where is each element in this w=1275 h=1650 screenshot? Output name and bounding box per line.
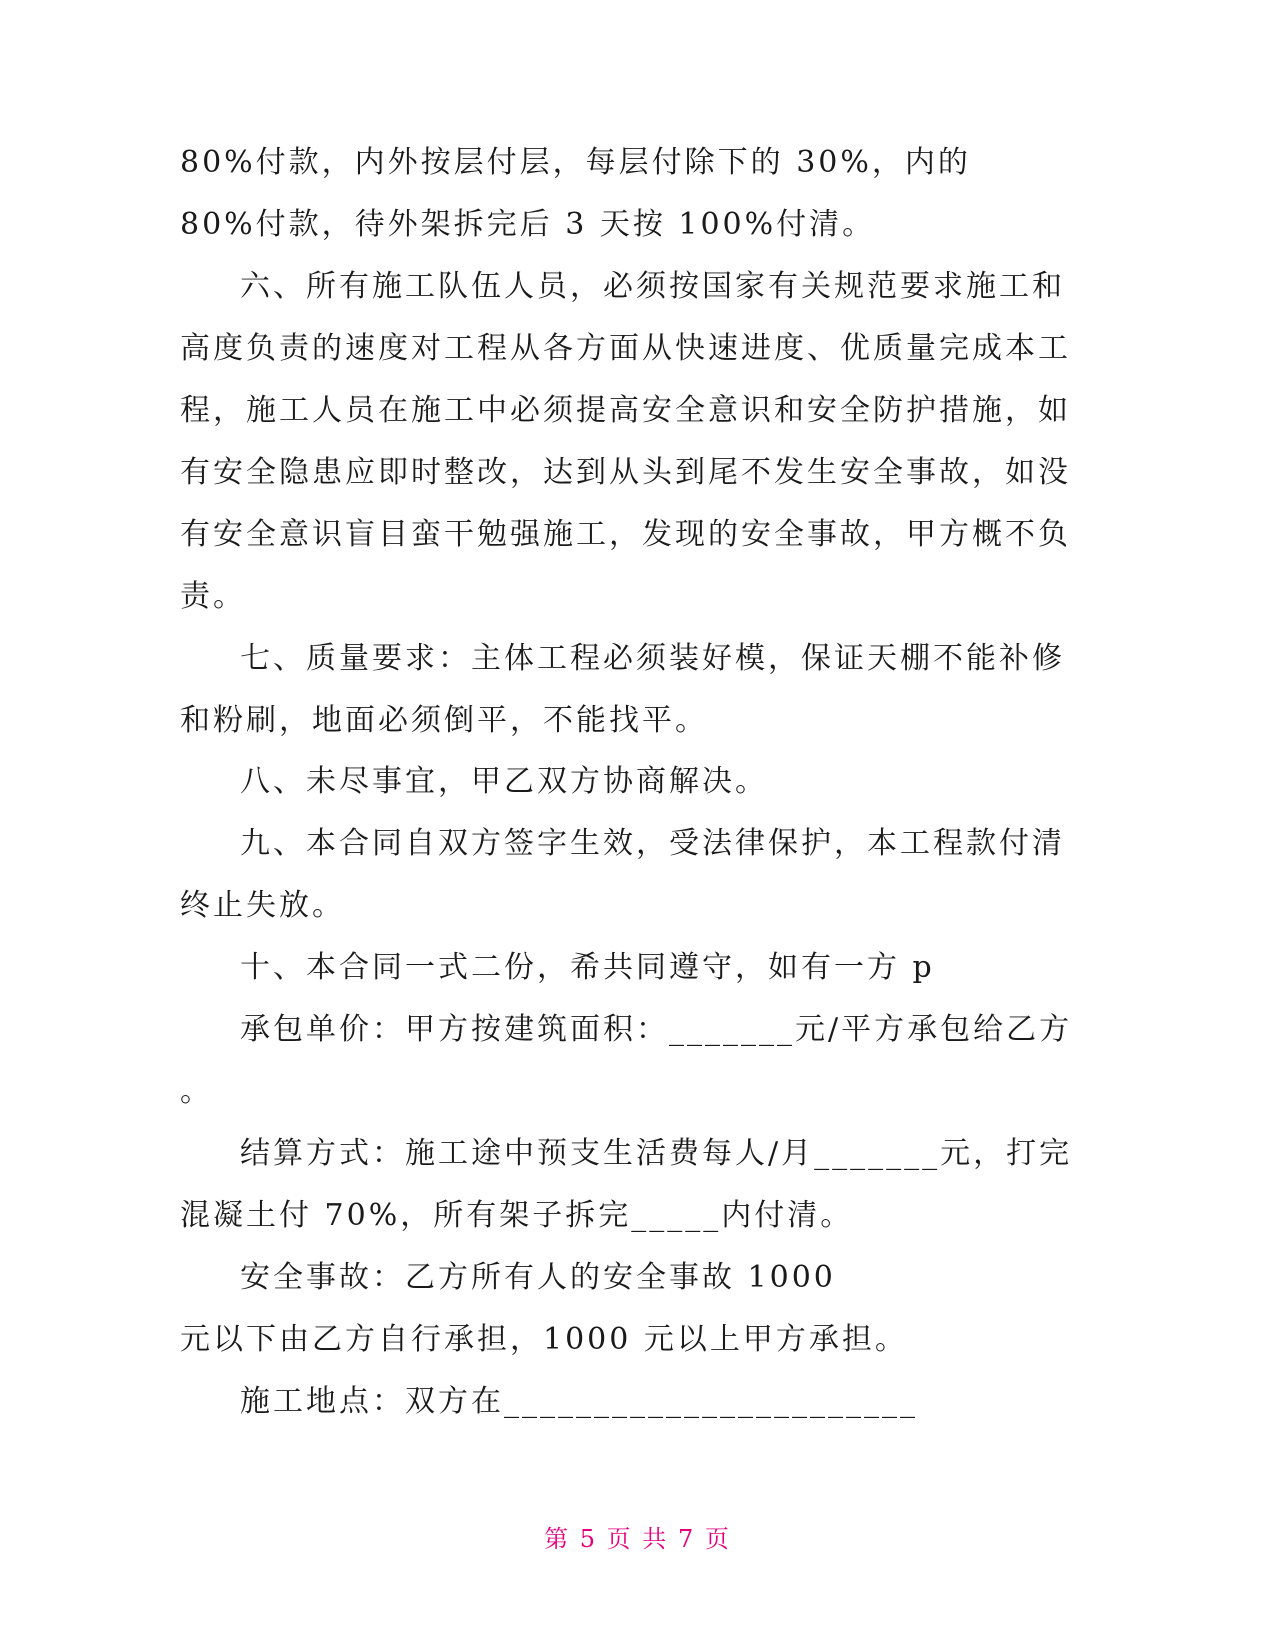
- text-line: 七、质量要求：主体工程必须装好模，保证天棚不能补修: [240, 641, 1065, 676]
- text-line: 八、未尽事宜，甲乙双方协商解决。: [240, 764, 768, 799]
- text-line: 元以下由乙方自行承担，1000 元以上甲方承担。: [180, 1322, 908, 1357]
- text-line: 承包单价：甲方按建筑面积：_______元/平方承包给乙方: [240, 1012, 1073, 1047]
- text-line: 80%付款，待外架拆完后 3 天按 100%付清。: [180, 207, 876, 242]
- text-line: 安全事故：乙方所有人的安全事故 1000: [240, 1260, 836, 1295]
- text-line: 结算方式：施工途中预支生活费每人/月_______元，打完: [240, 1136, 1073, 1171]
- text-line: 终止失放。: [180, 888, 345, 923]
- text-line: 六、所有施工队伍人员，必须按国家有关规范要求施工和: [240, 269, 1065, 304]
- text-line: 高度负责的速度对工程从各方面从快速进度、优质量完成本工: [180, 331, 1071, 366]
- text-line: 施工地点：双方在_______________________: [240, 1384, 918, 1419]
- text-line: 80%付款，内外按层付层，每层付除下的 30%，内的: [180, 145, 971, 180]
- page-number: 第 5 页 共 7 页: [544, 1525, 731, 1553]
- text-line: 有安全隐患应即时整改，达到从头到尾不发生安全事故，如没: [180, 455, 1071, 490]
- text-line: 混凝土付 70%，所有架子拆完_____内付清。: [180, 1198, 854, 1233]
- text-line: 。: [180, 1074, 213, 1109]
- text-line: 十、本合同一式二份，希共同遵守，如有一方 p: [240, 950, 935, 985]
- text-line: 责。: [180, 579, 246, 614]
- text-line: 有安全意识盲目蛮干勉强施工，发现的安全事故，甲方概不负: [180, 517, 1071, 552]
- text-line: 九、本合同自双方签字生效，受法律保护，本工程款付清: [240, 826, 1065, 861]
- text-line: 程，施工人员在施工中必须提高安全意识和安全防护措施，如: [180, 393, 1071, 428]
- text-line: 和粉刷，地面必须倒平，不能找平。: [180, 703, 708, 738]
